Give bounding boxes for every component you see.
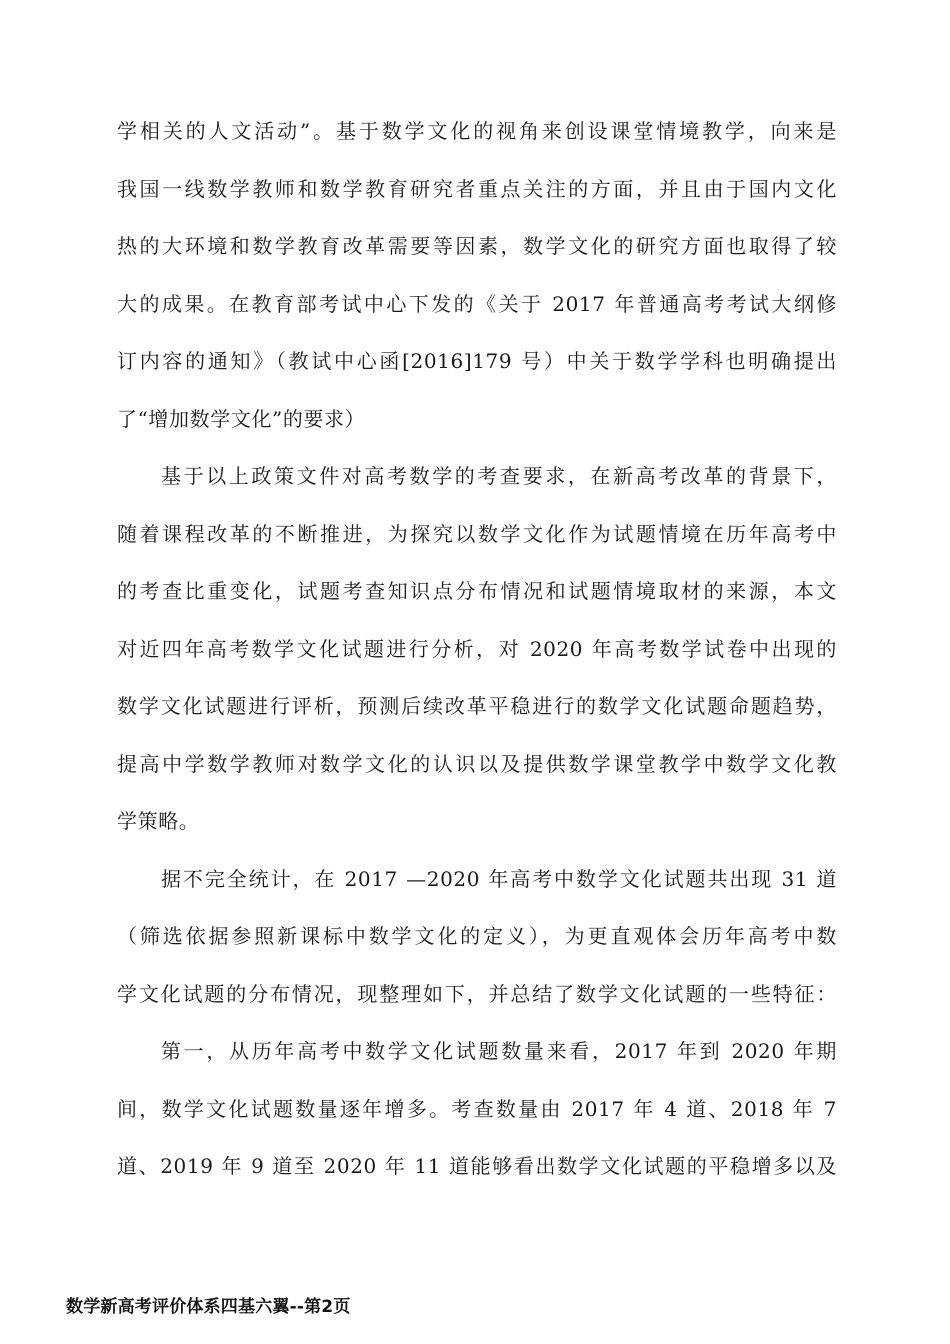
paragraph-1 [117,103,837,448]
text-line: 学相关的人文活动”。基于数学文化的视角来创设课堂情境教学，向来是 [117,119,837,143]
text-line: 学文化试题的分布情况，现整理如下，并总结了数学文化试题的一些特征： [117,981,837,1006]
paragraph-4 [117,1023,837,1196]
paragraph-2 [117,448,837,851]
text-line: 第一，从历年高考中数学文化试题数量来看，2017 年到 2020 年期 [161,1039,837,1063]
text-line: 我国一线数学教师和数学教育研究者重点关注的方面，并且由于国内文化 [117,176,837,201]
text-line: 热的大环境和数学教育改革需要等因素，数学文化的研究方面也取得了较 [117,234,837,258]
paragraph-3 [117,851,837,1024]
text-line: 据不完全统计，在 2017 —2020 年高考中数学文化试题共出现 31 道 [161,866,837,891]
text-line: 道、2019 年 9 道至 2020 年 11 道能够看出数学文化试题的平稳增多以及 [117,1154,837,1178]
text-line: 数学文化试题进行评析，预测后续改革平稳进行的数学文化试题命题趋势， [117,694,837,718]
text-line: 的考查比重变化，试题考查知识点分布情况和试题情境取材的来源，本文 [117,579,837,603]
text-line: 随着课程改革的不断推进，为探究以数学文化作为试题情境在历年高考中 [117,521,837,546]
text-line: 订内容的通知》（教试中心函[2016]179 号）中关于数学学科也明确提出 [117,349,837,373]
page-footer: 数学新高考评价体系四基六翼--第2页 [66,1297,351,1317]
text-line: 对近四年高考数学文化试题进行分析，对 2020 年高考数学试卷中出现的 [117,636,837,661]
text-line: 提高中学数学教师对数学文化的认识以及提供数学课堂教学中数学文化教 [117,751,837,776]
text-line: 学策略。 [117,809,200,833]
text-line: 基于以上政策文件对高考数学的考查要求，在新高考改革的背景下， [161,464,837,488]
body-text [117,103,837,1196]
text-line: （筛选依据参照新课标中数学文化的定义），为更直观体会历年高考中数 [117,924,837,948]
text-line: 间，数学文化试题数量逐年增多。考查数量由 2017 年 4 道、2018 年 7 [117,1096,837,1121]
text-line: 了“增加数学文化”的要求） [117,406,366,431]
text-line: 大的成果。在教育部考试中心下发的《关于 2017 年普通高考考试大纲修 [117,291,837,316]
